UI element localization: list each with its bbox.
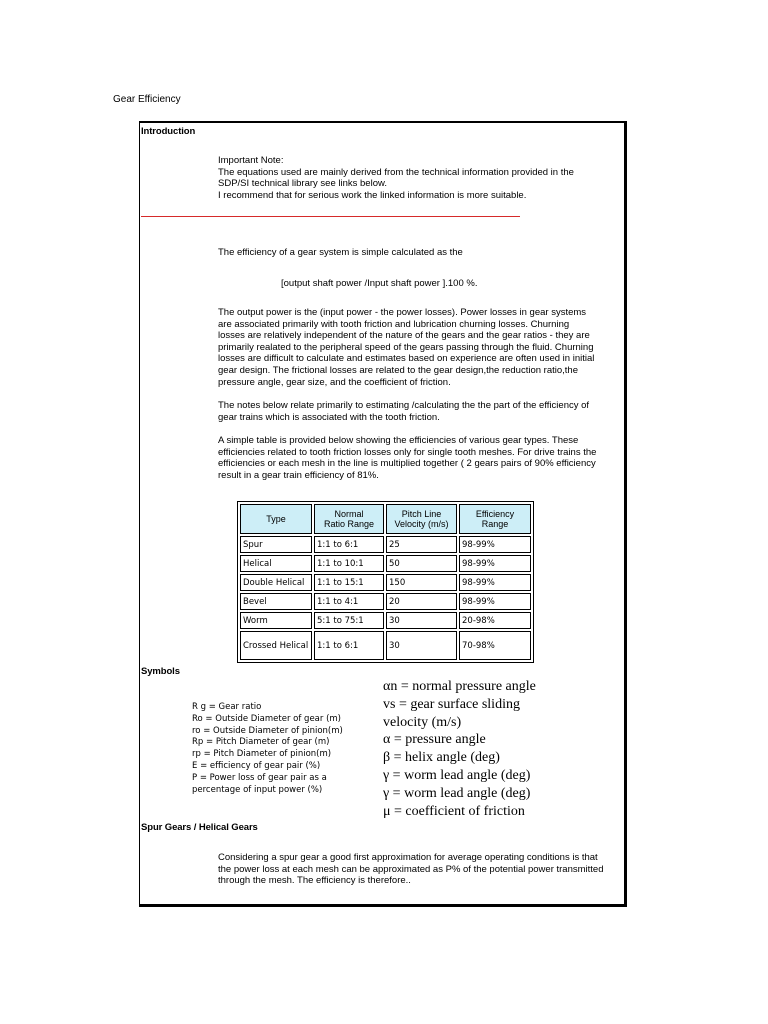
cell-efficiency: 98-99% — [459, 574, 531, 591]
table-header-row — [240, 504, 531, 534]
paragraph-line: are associated primarily with tooth friction and lubrication churning losses. Churning — [218, 318, 570, 330]
symbol-definition: P = Power loss of gear pair as a — [192, 772, 327, 783]
table-row — [240, 536, 531, 553]
cell-velocity: 30 — [386, 612, 457, 629]
header-pitch-line-velocity: Pitch Line Velocity (m/s) — [386, 504, 457, 534]
cell-efficiency: 98-99% — [459, 593, 531, 610]
cell-ratio: 1:1 to 6:1 — [314, 536, 384, 553]
paragraph-line: efficiencies related to tooth friction losses only for single tooth meshes. For drive trains the — [218, 446, 597, 458]
cell-type: Worm — [240, 612, 312, 629]
symbol-definition: μ = coefficient of friction — [383, 803, 525, 819]
cell-efficiency: 98-99% — [459, 536, 531, 553]
efficiency-intro-line: The efficiency of a gear system is simple calculated as the — [218, 247, 463, 258]
symbol-definition: Ro = Outside Diameter of gear (m) — [192, 713, 341, 724]
important-note — [218, 155, 626, 201]
paragraph-line: Considering a spur gear a good first approximation for average operating conditions is that — [218, 852, 598, 863]
paragraph-line: the power loss at each mesh can be approximated as P% of the potential power transmitted — [218, 863, 604, 875]
cell-efficiency: 98-99% — [459, 555, 531, 572]
paragraph-line: gear trains which is associated with the tooth friction. — [218, 411, 440, 423]
table-row — [240, 555, 531, 572]
symbol-definition: R g = Gear ratio — [192, 702, 262, 712]
paragraph-line: result in a gear train efficiency of 81%. — [218, 469, 379, 481]
symbol-definition: percentage of input power (%) — [192, 784, 323, 795]
symbols-heading: Symbols — [141, 666, 180, 677]
paragraph-line: efficiencies or each mesh in the line is multiplied together ( 2 gears pairs of 90% efficiency — [218, 458, 596, 470]
cell-ratio: 1:1 to 4:1 — [314, 593, 384, 610]
symbol-definition: γ = worm lead angle (deg) — [383, 767, 531, 783]
symbols-list-left — [192, 702, 343, 796]
cell-type: Helical — [240, 555, 312, 572]
cell-type: Crossed Helical — [240, 631, 312, 660]
power-losses-paragraph — [218, 307, 626, 388]
note-line: I recommend that for serious work the linked information is more suitable. — [218, 189, 527, 201]
efficiency-formula: [output shaft power /Input shaft power ].100 %. — [281, 278, 478, 289]
symbol-definition: α = pressure angle — [383, 732, 486, 748]
symbol-definition: ro = Outside Diameter of pinion(m) — [192, 725, 343, 736]
paragraph-line: The notes below relate primarily to estimating /calculating the the part of the efficiency of — [218, 400, 590, 411]
cell-velocity: 50 — [386, 555, 457, 572]
cell-ratio: 5:1 to 75:1 — [314, 612, 384, 629]
spur-helical-paragraph — [218, 852, 626, 887]
header-type: Type — [240, 504, 312, 534]
red-divider — [141, 216, 520, 217]
cell-type: Double Helical — [240, 574, 312, 591]
cell-velocity: 150 — [386, 574, 457, 591]
cell-ratio: 1:1 to 15:1 — [314, 574, 384, 591]
gear-efficiency-table — [237, 501, 534, 663]
cell-ratio: 1:1 to 10:1 — [314, 555, 384, 572]
symbol-definition: β = helix angle (deg) — [383, 750, 500, 766]
page-title: Gear Efficiency — [113, 94, 181, 105]
paragraph-line: losses are relatively independent of the nature of the gears and the gear ratios - they are — [218, 330, 590, 342]
note-line: The equations used are mainly derived from the technical information provided in the — [218, 166, 574, 178]
cell-velocity: 30 — [386, 631, 457, 660]
paragraph-line: The output power is the (input power - the power losses). Power losses in gear systems — [218, 307, 587, 318]
symbol-definition: rp = Pitch Diameter of pinion(m) — [192, 749, 332, 760]
introduction-heading: Introduction — [141, 126, 196, 137]
paragraph-line: gear design. The frictional losses are related to the gear design,the reduction ratio,the — [218, 364, 578, 376]
paragraph-line: primarily realated to the peripheral speed of the gears passing through the fluid. Churning — [218, 341, 594, 353]
table-row — [240, 574, 531, 591]
paragraph-line: A simple table is provided below showing the efficiencies of various gear types. These — [218, 435, 579, 446]
table-row — [240, 612, 531, 629]
table-row — [240, 631, 531, 660]
paragraph-line: pressure angle, gear size, and the coefficient of friction. — [218, 376, 451, 388]
symbol-definition: γ = worm lead angle (deg) — [383, 785, 531, 801]
symbol-definition: Rp = Pitch Diameter of gear (m) — [192, 737, 330, 748]
symbols-list-right — [383, 678, 536, 820]
cell-velocity: 25 — [386, 536, 457, 553]
cell-velocity: 20 — [386, 593, 457, 610]
symbol-definition: velocity (m/s) — [383, 714, 462, 730]
symbol-definition: E = efficiency of gear pair (%) — [192, 760, 321, 771]
note-line: Important Note: — [218, 155, 284, 166]
cell-efficiency: 20-98% — [459, 612, 531, 629]
tooth-friction-notes — [218, 400, 626, 423]
cell-type: Spur — [240, 536, 312, 553]
symbol-definition: αn = normal pressure angle — [383, 679, 536, 694]
paragraph-line: through the mesh. The efficiency is therefore.. — [218, 875, 411, 887]
cell-efficiency: 70-98% — [459, 631, 531, 660]
symbol-definition: vs = gear surface sliding — [383, 696, 520, 712]
paragraph-line: losses are difficult to calculate and estimates based on experience are often used in initial — [218, 353, 595, 365]
cell-type: Bevel — [240, 593, 312, 610]
table-intro-paragraph — [218, 435, 626, 481]
efficiency-intro — [218, 247, 626, 259]
cell-ratio: 1:1 to 6:1 — [314, 631, 384, 660]
table-row — [240, 593, 531, 610]
header-efficiency-range: Efficiency Range — [459, 504, 531, 534]
spur-helical-heading: Spur Gears / Helical Gears — [141, 822, 258, 833]
note-line: SDP/SI technical library see links below. — [218, 178, 387, 190]
header-ratio-range: Normal Ratio Range — [314, 504, 384, 534]
